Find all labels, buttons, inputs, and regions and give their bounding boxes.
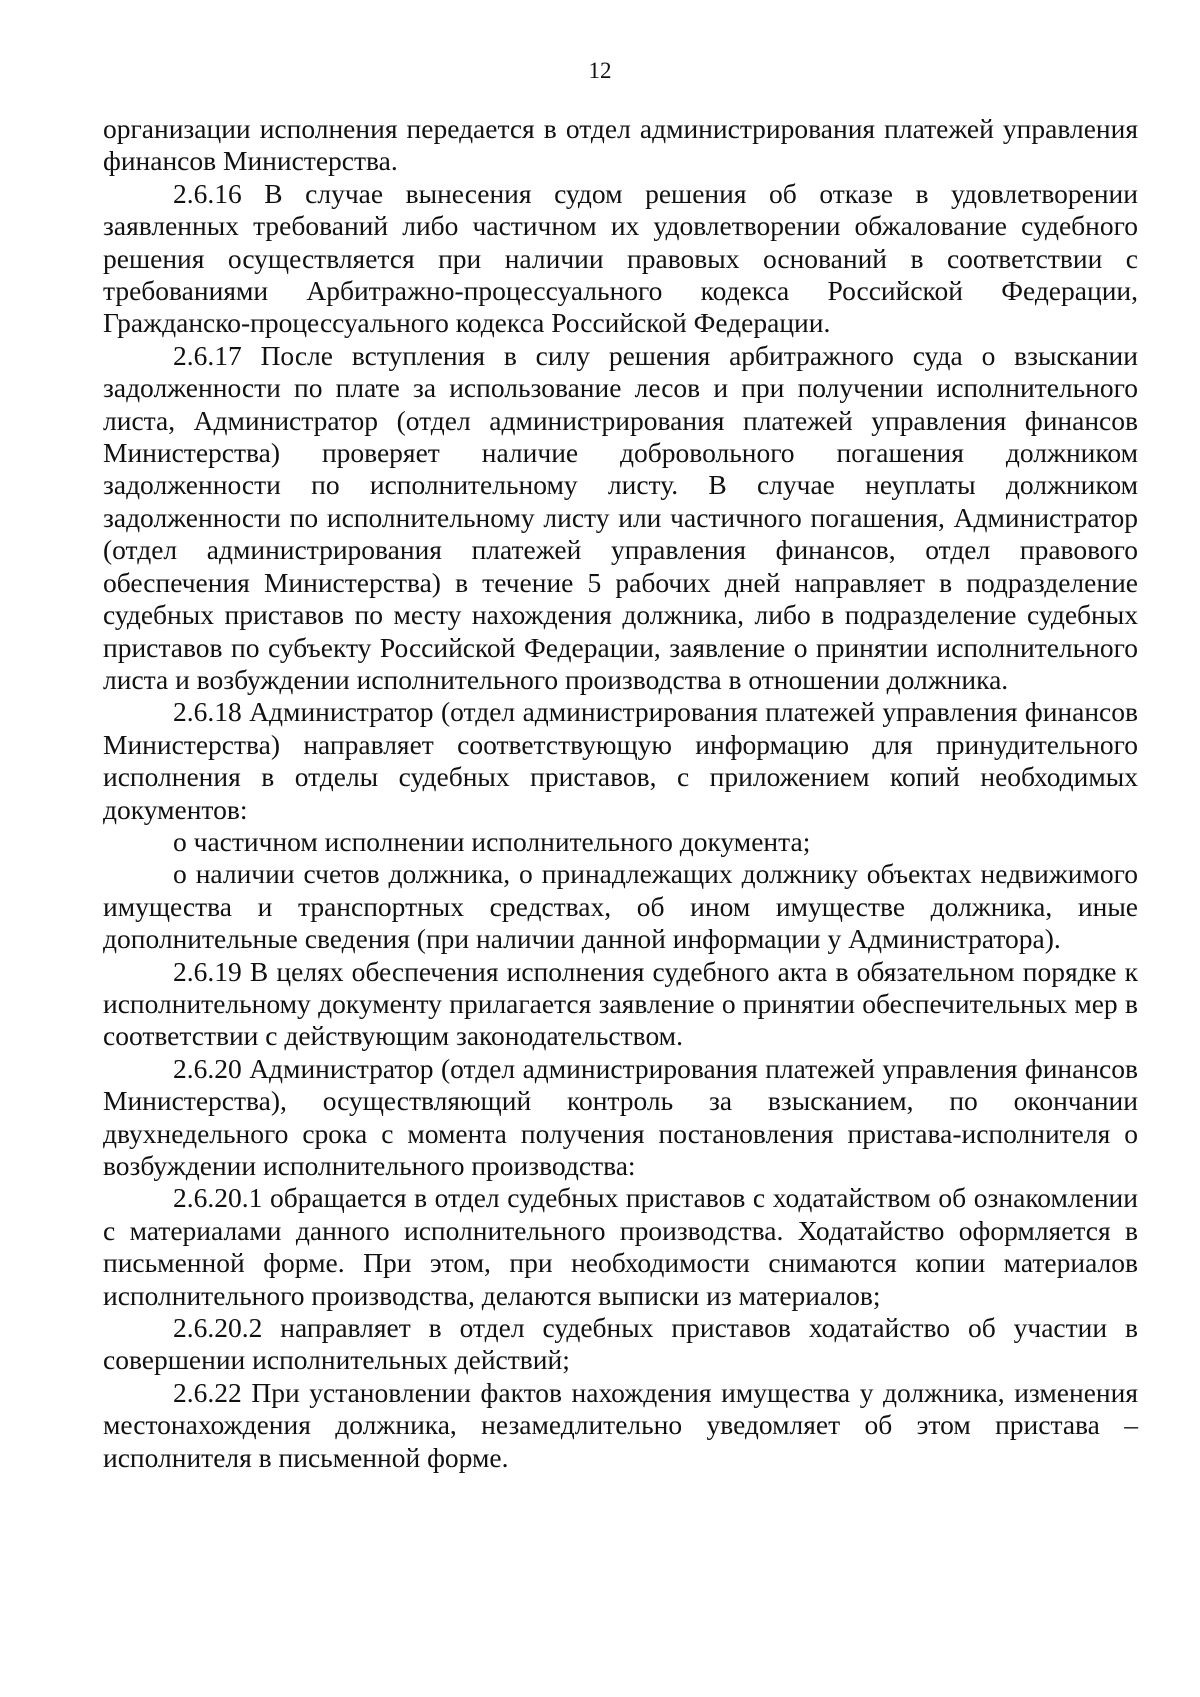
- paragraph-debtor-accounts: о наличии счетов должника, о принадлежащих должнику объектах недвижимого имущества и транспортных средствах, об ином имуществе должника, иные дополнительные сведения (при наличии данной информации у Администратора).: [103, 858, 1138, 955]
- paragraph-2-6-18: 2.6.18 Администратор (отдел администрирования платежей управления финансов Министерства) направляет соответствующую информацию для принудительного исполнения в отделы судебных приставов, с приложением копий необходимых документов:: [103, 696, 1138, 825]
- page-number: 12: [588, 58, 612, 83]
- paragraph-2-6-22: 2.6.22 При установлении фактов нахождения имущества у должника, изменения местонахождения должника, незамедлительно уведомляет об этом пристава – исполнителя в письменной форме.: [103, 1376, 1138, 1473]
- paragraph-2-6-17: 2.6.17 После вступления в силу решения арбитражного суда о взыскании задолженности по плате за использование лесов и при получении исполнительного листа, Администратор (отдел администрирования платежей управления финансов Министерства) проверяет наличие добровольного погашения должником задолженности по исполнительному листу. В случае неуплаты должником задолженности по исполнительному листу или частичного погашения, Администратор (отдел администрирования платежей управления финансов, отдел правового обеспечения Министерства) в течение 5 рабочих дней направляет в подразделение судебных приставов по месту нахождения должника, либо в подразделение судебных приставов по субъекту Российской Федерации, заявление о принятии исполнительного листа и возбуждении исполнительного производства в отношении должника.: [103, 339, 1138, 695]
- document-body: [103, 113, 1138, 1474]
- paragraph-continuation: организации исполнения передается в отдел администрирования платежей управления финансов Министерства.: [103, 113, 1138, 177]
- paragraph-2-6-16: 2.6.16 В случае вынесения судом решения об отказе в удовлетворении заявленных требований либо частичном их удовлетворении обжалование судебного решения осуществляется при наличии правовых оснований в соответствии с требованиями Арбитражно-процессуального кодекса Российской Федерации, Гражданско-процессуального кодекса Российской Федерации.: [103, 177, 1138, 339]
- paragraph-2-6-20-2: 2.6.20.2 направляет в отдел судебных приставов ходатайство об участии в совершении исполнительных действий;: [103, 1312, 1138, 1376]
- paragraph-2-6-20-1: 2.6.20.1 обращается в отдел судебных приставов с ходатайством об ознакомлении с материалами данного исполнительного производства. Ходатайство оформляется в письменной форме. При этом, при необходимости снимаются копии материалов исполнительного производства, делаются выписки из материалов;: [103, 1182, 1138, 1311]
- paragraph-2-6-19: 2.6.19 В целях обеспечения исполнения судебного акта в обязательном порядке к исполнительному документу прилагается заявление о принятии обеспечительных мер в соответствии с действующим законодательством.: [103, 955, 1138, 1052]
- paragraph-partial-execution: о частичном исполнении исполнительного документа;: [173, 825, 811, 857]
- paragraph-2-6-20: 2.6.20 Администратор (отдел администрирования платежей управления финансов Министерства), осуществляющий контроль за взысканием, по окончании двухнедельного срока с момента получения постановления пристава-исполнителя о возбуждении исполнительного производства:: [103, 1052, 1138, 1181]
